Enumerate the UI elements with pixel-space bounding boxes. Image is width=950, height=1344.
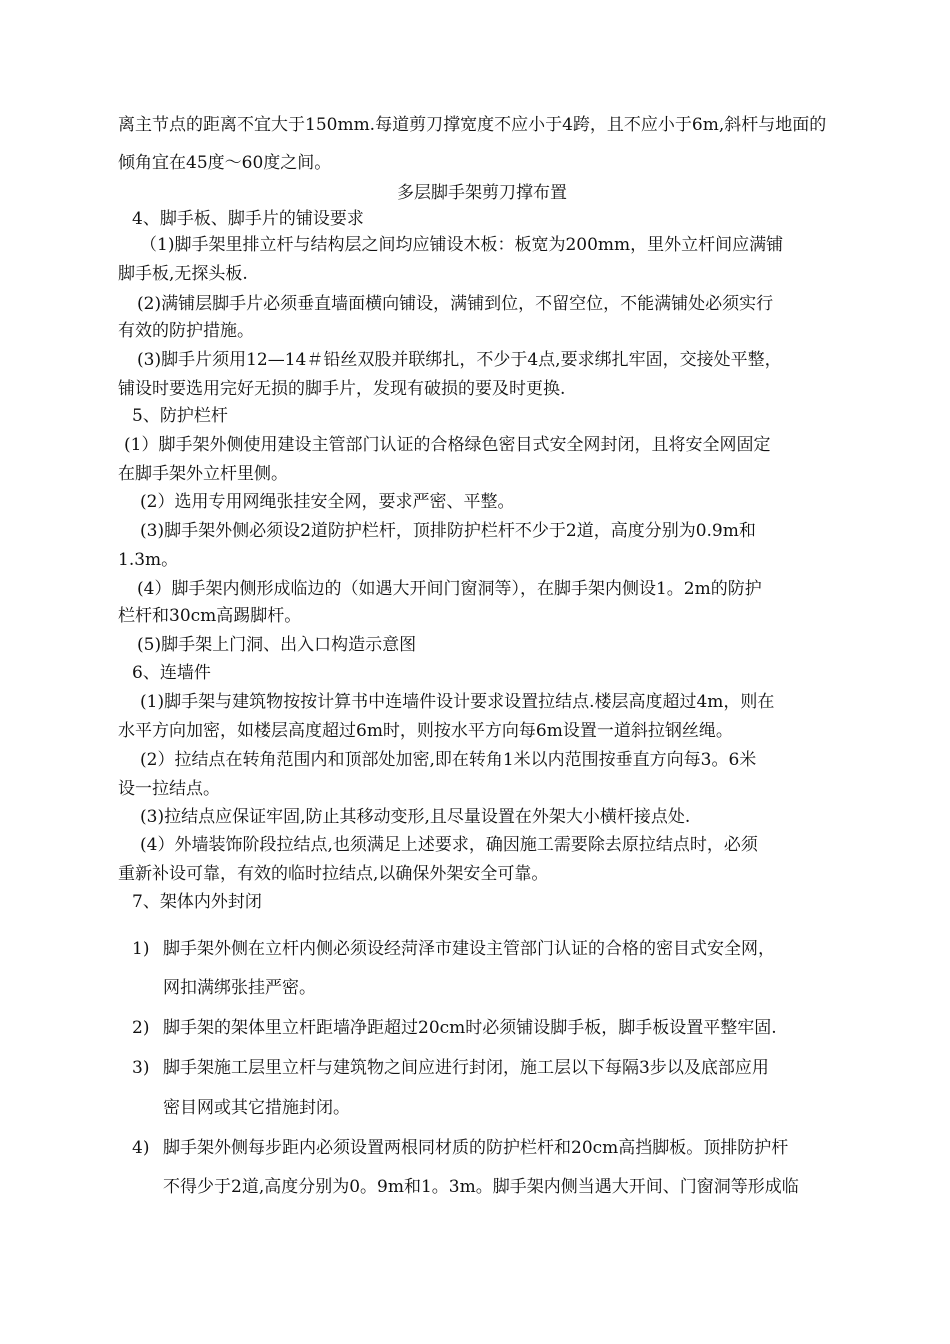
- section-5-p1-line-1: (1）脚手架外侧使用建设主管部门认证的合格绿色密目式安全网封闭，且将安全网固定: [124, 435, 771, 455]
- list-item-1-number: 1): [132, 939, 150, 959]
- section-6-p2-line-2: 设一拉结点。: [118, 779, 220, 799]
- list-item-3-line-2: 密目网或其它措施封闭。: [163, 1098, 350, 1118]
- section-6-p4-line-1: (4）外墙装饰阶段拉结点,也须满足上述要求，确因施工需要除去原拉结点时，必须: [140, 835, 758, 855]
- list-item-4-number: 4): [132, 1138, 150, 1158]
- list-item-1-line-2: 网扣满绑张挂严密。: [163, 978, 316, 998]
- section-5-p4-line-1: (4）脚手架内侧形成临边的（如遇大开间门窗洞等），在脚手架内侧设1。2m的防护: [137, 579, 762, 599]
- section-5-heading: 5、防护栏杆: [132, 406, 228, 426]
- section-6-p4-line-2: 重新补设可靠，有效的临时拉结点,以确保外架安全可靠。: [118, 864, 549, 884]
- list-item-1-line-1: 脚手架外侧在立杆内侧必须设经菏泽市建设主管部门认证的合格的密目式安全网，: [163, 939, 775, 959]
- section-4-p3-line-2: 铺设时要选用完好无损的脚手片，发现有破损的要及时更换.: [118, 379, 566, 399]
- section-5-p3-line-2: 1.3m。: [118, 550, 179, 570]
- section-6-p1-line-2: 水平方向加密，如楼层高度超过6m时，则按水平方向每6m设置一道斜拉钢丝绳。: [118, 721, 733, 741]
- section-4-heading: 4、脚手板、脚手片的铺设要求: [132, 209, 364, 229]
- figure-caption: 多层脚手架剪刀撑布置: [397, 183, 567, 203]
- section-4-p3-line-1: (3)脚手片须用12—14＃铅丝双股并联绑扎，不少于4点,要求绑扎牢固，交接处平整，: [137, 350, 782, 370]
- section-4-p2-line-1: (2)满铺层脚手片必须垂直墙面横向铺设，满铺到位，不留空位，不能满铺处必须实行: [137, 294, 774, 314]
- list-item-4-line-2: 不得少于2道,高度分别为0。9m和1。3m。脚手架内侧当遇大开间、门窗洞等形成临: [163, 1177, 799, 1197]
- intro-line-1: 离主节点的距离不宜大于150mm.每道剪刀撑宽度不应小于4跨，且不应小于6m,斜杆与地面的: [118, 115, 827, 135]
- section-5-p4-line-2: 栏杆和30cm高踢脚杆。: [118, 606, 302, 626]
- section-6-p2-line-1: (2）拉结点在转角范围内和顶部处加密,即在转角1米以内范围按垂直方向每3。6米: [140, 750, 757, 770]
- list-item-4-line-1: 脚手架外侧每步距内必须设置两根同材质的防护栏杆和20cm高挡脚板。顶排防护杆: [163, 1138, 789, 1158]
- section-6-heading: 6、连墙件: [132, 663, 211, 683]
- section-4-p2-line-2: 有效的防护措施。: [118, 321, 254, 341]
- section-4-p1-line-1: （1)脚手架里排立杆与结构层之间均应铺设木板：板宽为200mm，里外立杆间应满铺: [140, 235, 784, 255]
- section-5-p2: (2）选用专用网绳张挂安全网，要求严密、平整。: [140, 492, 515, 512]
- section-5-p3-line-1: (3)脚手架外侧必须设2道防护栏杆，顶排防护栏杆不少于2道，高度分别为0.9m和: [140, 521, 756, 541]
- section-5-p1-line-2: 在脚手架外立杆里侧。: [118, 464, 288, 484]
- section-4-p1-line-2: 脚手板,无探头板.: [118, 264, 248, 284]
- intro-line-2: 倾角宜在45度～60度之间。: [118, 153, 332, 173]
- section-6-p1-line-1: (1)脚手架与建筑物按按计算书中连墙件设计要求设置拉结点.楼层高度超过4m，则在: [140, 692, 775, 712]
- list-item-2-line-1: 脚手架的架体里立杆距墙净距超过20cm时必须铺设脚手板，脚手板设置平整牢固.: [163, 1018, 777, 1038]
- section-6-p3: (3)拉结点应保证牢固,防止其移动变形,且尽量设置在外架大小横杆接点处.: [140, 807, 691, 827]
- section-5-p5: (5)脚手架上门洞、出入口构造示意图: [137, 635, 417, 655]
- list-item-2-number: 2): [132, 1018, 150, 1038]
- list-item-3-line-1: 脚手架施工层里立杆与建筑物之间应进行封闭，施工层以下每隔3步以及底部应用: [163, 1058, 769, 1078]
- section-7-heading: 7、架体内外封闭: [132, 892, 262, 912]
- list-item-3-number: 3): [132, 1058, 150, 1078]
